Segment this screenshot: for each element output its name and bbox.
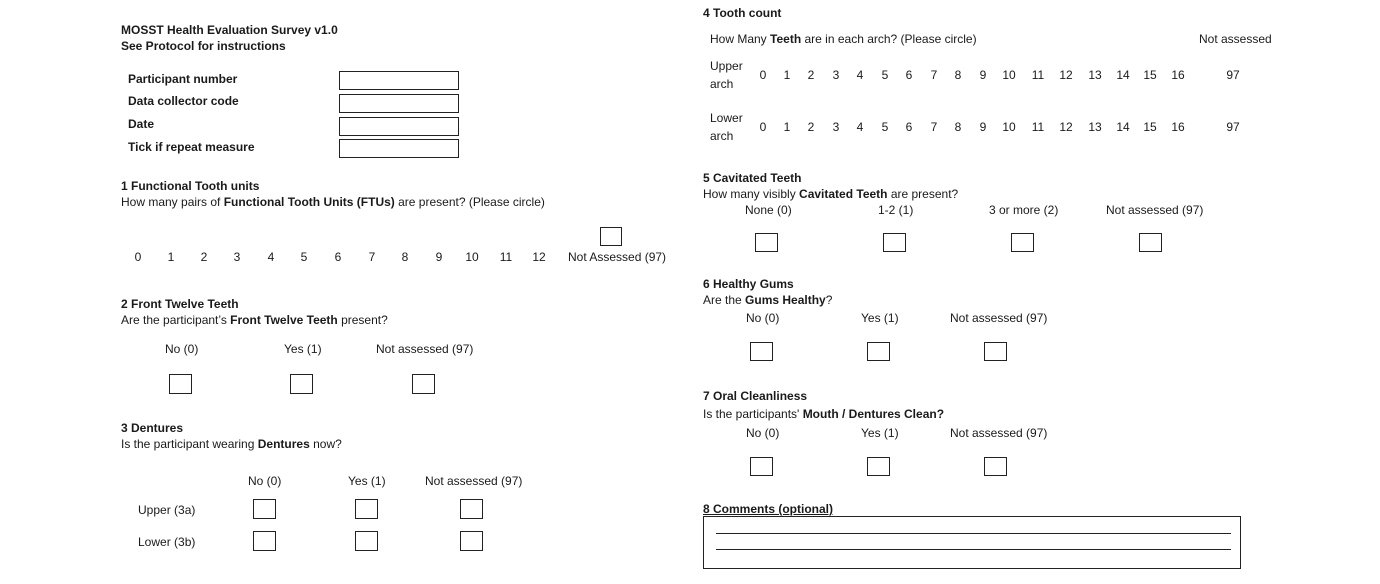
- upper-arch-count-10[interactable]: 10: [1002, 68, 1016, 82]
- q3b-no-checkbox[interactable]: [253, 531, 276, 551]
- q2-option-na-label: Not assessed (97): [376, 342, 474, 356]
- q5-3-more-checkbox[interactable]: [1011, 233, 1034, 252]
- upper-arch-not-assessed[interactable]: 97: [1226, 68, 1240, 82]
- q1-not-assessed-label: Not Assessed (97): [568, 250, 667, 264]
- comments-line-2: [716, 549, 1231, 550]
- q4-title: 4 Tooth count: [703, 6, 782, 20]
- q5-question: How many visibly Cavitated Teeth are present?: [703, 187, 959, 201]
- participant-number-field[interactable]: [339, 71, 459, 90]
- lower-arch-count-12[interactable]: 12: [1059, 120, 1073, 134]
- q3-option-yes-label: Yes (1): [348, 474, 386, 488]
- q1-option-7[interactable]: 7: [368, 250, 376, 264]
- q6-question: Are the Gums Healthy?: [703, 293, 833, 307]
- q7-option-no-label: No (0): [746, 426, 780, 440]
- q6-not-assessed-checkbox[interactable]: [984, 342, 1007, 361]
- upper-arch-count-14[interactable]: 14: [1116, 68, 1130, 82]
- q5-option-none-label: None (0): [745, 203, 792, 217]
- q6-option-yes-label: Yes (1): [861, 311, 899, 325]
- upper-arch-count-0[interactable]: 0: [759, 68, 767, 82]
- lower-arch-count-0[interactable]: 0: [759, 120, 767, 134]
- lower-arch-count-15[interactable]: 15: [1143, 120, 1157, 134]
- q3-option-na-label: Not assessed (97): [425, 474, 523, 488]
- upper-arch-count-4[interactable]: 4: [856, 68, 864, 82]
- q2-no-checkbox[interactable]: [169, 374, 192, 394]
- q3-row-lower-label: Lower (3b): [138, 535, 196, 549]
- q1-option-8[interactable]: 8: [401, 250, 409, 264]
- q7-not-assessed-checkbox[interactable]: [984, 457, 1007, 476]
- q5-1-2-checkbox[interactable]: [883, 233, 906, 252]
- upper-arch-count-7[interactable]: 7: [930, 68, 938, 82]
- lower-arch-count-13[interactable]: 13: [1088, 120, 1102, 134]
- q1-option-12[interactable]: 12: [532, 250, 546, 264]
- lower-arch-count-4[interactable]: 4: [856, 120, 864, 134]
- date-field[interactable]: [339, 117, 459, 136]
- q3-option-no-label: No (0): [248, 474, 282, 488]
- lower-arch-count-8[interactable]: 8: [954, 120, 962, 134]
- upper-arch-count-12[interactable]: 12: [1059, 68, 1073, 82]
- data-collector-code-label: Data collector code: [128, 94, 239, 108]
- upper-arch-label-2: arch: [710, 77, 734, 91]
- upper-arch-count-15[interactable]: 15: [1143, 68, 1157, 82]
- participant-number-label: Participant number: [128, 72, 238, 86]
- q1-option-11[interactable]: 11: [499, 250, 513, 264]
- q2-not-assessed-checkbox[interactable]: [412, 374, 435, 394]
- lower-arch-count-2[interactable]: 2: [807, 120, 815, 134]
- lower-arch-count-6[interactable]: 6: [905, 120, 913, 134]
- q3a-not-assessed-checkbox[interactable]: [460, 499, 483, 519]
- upper-arch-count-16[interactable]: 16: [1171, 68, 1185, 82]
- data-collector-code-field[interactable]: [339, 94, 459, 113]
- q1-not-assessed-checkbox[interactable]: [600, 227, 622, 246]
- lower-arch-count-3[interactable]: 3: [832, 120, 840, 134]
- q5-none-checkbox[interactable]: [755, 233, 778, 252]
- repeat-measure-label: Tick if repeat measure: [128, 140, 255, 154]
- q5-option-na-label: Not assessed (97): [1106, 203, 1204, 217]
- q3-row-upper-label: Upper (3a): [138, 503, 196, 517]
- lower-arch-not-assessed[interactable]: 97: [1226, 120, 1240, 134]
- upper-arch-count-5[interactable]: 5: [881, 68, 889, 82]
- upper-arch-count-9[interactable]: 9: [979, 68, 987, 82]
- q1-option-1[interactable]: 1: [167, 250, 175, 264]
- q2-title: 2 Front Twelve Teeth: [121, 297, 239, 311]
- q1-option-5[interactable]: 5: [300, 250, 308, 264]
- lower-arch-count-16[interactable]: 16: [1171, 120, 1185, 134]
- q6-title: 6 Healthy Gums: [703, 277, 794, 291]
- q3b-yes-checkbox[interactable]: [355, 531, 378, 551]
- q5-title: 5 Cavitated Teeth: [703, 171, 802, 185]
- lower-arch-count-1[interactable]: 1: [783, 120, 791, 134]
- q1-option-2[interactable]: 2: [200, 250, 208, 264]
- q3a-no-checkbox[interactable]: [253, 499, 276, 519]
- lower-arch-count-14[interactable]: 14: [1116, 120, 1130, 134]
- q1-title: 1 Functional Tooth units: [121, 179, 260, 193]
- lower-arch-label-2: arch: [710, 129, 734, 143]
- upper-arch-label-1: Upper: [710, 59, 743, 73]
- q1-option-6[interactable]: 6: [334, 250, 342, 264]
- q7-question: Is the participants' Mouth / Dentures Clean?: [703, 407, 945, 421]
- upper-arch-count-11[interactable]: 11: [1031, 68, 1045, 82]
- lower-arch-count-11[interactable]: 11: [1031, 120, 1045, 134]
- q1-option-3[interactable]: 3: [233, 250, 241, 264]
- upper-arch-count-13[interactable]: 13: [1088, 68, 1102, 82]
- upper-arch-count-1[interactable]: 1: [783, 68, 791, 82]
- q6-yes-checkbox[interactable]: [867, 342, 890, 361]
- q7-yes-checkbox[interactable]: [867, 457, 890, 476]
- lower-arch-count-5[interactable]: 5: [881, 120, 889, 134]
- q1-question: How many pairs of Functional Tooth Units (FTUs) are present? (Please circle): [121, 195, 545, 209]
- upper-arch-count-3[interactable]: 3: [832, 68, 840, 82]
- q5-option-1-2-label: 1-2 (1): [878, 203, 914, 217]
- q1-option-0[interactable]: 0: [134, 250, 142, 264]
- q5-option-3-more-label: 3 or more (2): [989, 203, 1059, 217]
- q6-no-checkbox[interactable]: [750, 342, 773, 361]
- q4-question: How Many Teeth are in each arch? (Please circle): [710, 32, 977, 46]
- comments-line-1: [716, 533, 1231, 534]
- date-label: Date: [128, 117, 155, 131]
- form-title: MOSST Health Evaluation Survey v1.0: [121, 23, 338, 37]
- lower-arch-label-1: Lower: [710, 111, 743, 125]
- q5-not-assessed-checkbox[interactable]: [1139, 233, 1162, 252]
- q2-yes-checkbox[interactable]: [290, 374, 313, 394]
- q3-title: 3 Dentures: [121, 421, 184, 435]
- q1-option-9[interactable]: 9: [435, 250, 443, 264]
- q7-option-na-label: Not assessed (97): [950, 426, 1048, 440]
- q2-option-no-label: No (0): [165, 342, 199, 356]
- upper-arch-count-8[interactable]: 8: [954, 68, 962, 82]
- upper-arch-count-6[interactable]: 6: [905, 68, 913, 82]
- q7-title: 7 Oral Cleanliness: [703, 389, 808, 403]
- q8-title: 8 Comments (optional): [703, 502, 834, 516]
- q6-option-na-label: Not assessed (97): [950, 311, 1048, 325]
- lower-arch-count-9[interactable]: 9: [979, 120, 987, 134]
- form-subtitle: See Protocol for instructions: [121, 39, 286, 53]
- q4-not-assessed-header: Not assessed: [1199, 32, 1272, 46]
- q3a-yes-checkbox[interactable]: [355, 499, 378, 519]
- q2-option-yes-label: Yes (1): [284, 342, 322, 356]
- q3-question: Is the participant wearing Dentures now?: [121, 437, 342, 451]
- q1-option-4[interactable]: 4: [267, 250, 275, 264]
- q6-option-no-label: No (0): [746, 311, 780, 325]
- q7-no-checkbox[interactable]: [750, 457, 773, 476]
- q7-option-yes-label: Yes (1): [861, 426, 899, 440]
- q3b-not-assessed-checkbox[interactable]: [460, 531, 483, 551]
- lower-arch-count-7[interactable]: 7: [930, 120, 938, 134]
- q2-question: Are the participant’s Front Twelve Teeth present?: [121, 313, 388, 327]
- q1-option-10[interactable]: 10: [465, 250, 479, 264]
- upper-arch-count-2[interactable]: 2: [807, 68, 815, 82]
- repeat-measure-field[interactable]: [339, 139, 459, 158]
- lower-arch-count-10[interactable]: 10: [1002, 120, 1016, 134]
- comments-box[interactable]: [703, 516, 1241, 569]
